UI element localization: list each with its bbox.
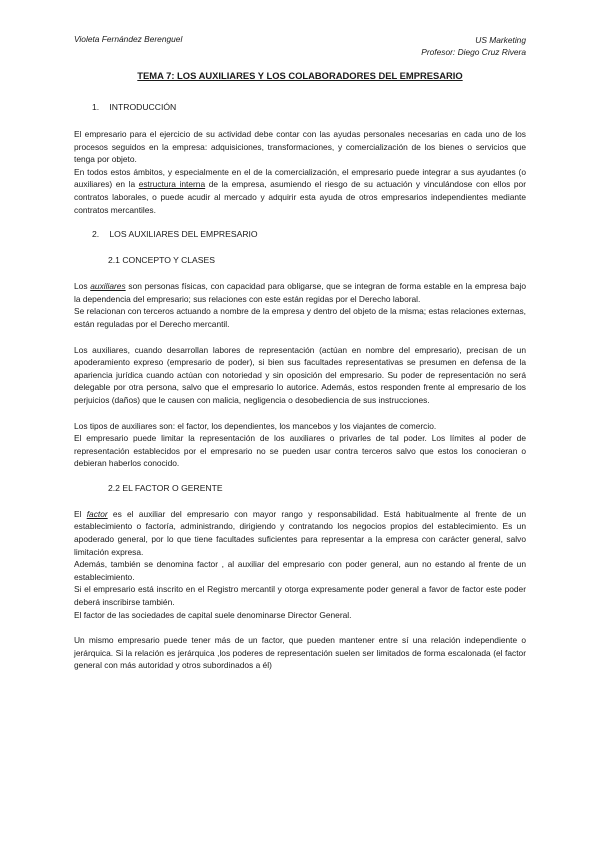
underlined-term: estructura interna — [138, 179, 206, 190]
paragraph: En todos estos ámbitos, y especialmente en el de la comercialización, el empresario puede integrar a sus ayudantes (o auxiliares) en la estructura interna de la empresa, asumiendo el riesgo de su actuación y vinculándose con ellos por contratos laborales, o puede acudir al mercado y adquirir esta ayuda de otros empresarios independientes mediante contratos mercantiles. — [74, 166, 526, 215]
paragraph: El empresario para el ejercicio de su actividad debe contar con las ayudas personales necesarias en cada uno de los procesos seguidos en la empresa: adquisiciones, transformaciones, y comercialización de los bienes o servicios que tenga por objeto. — [74, 129, 526, 165]
section-number: 1. — [92, 102, 100, 112]
subsection-heading-factor: 2.2 EL FACTOR O GERENTE — [108, 482, 223, 493]
paragraph: El factor es el auxiliar del empresario con mayor rango y responsabilidad. Está habitualmente al frente de un establecimiento o factoría, administrando, dirigiendo y contratando los negocios propios del establecimiento. Es un apoderado general, por lo que tiene facultades suficientes para representar a la empresa con carácter general, salvo limitación expresa. — [74, 508, 526, 557]
paragraph: Un mismo empresario puede tener más de un factor, que pueden mantener entre sí una relación independiente o jerárquica. Si la relación es jerárquica ,los poderes de representación suelen ser limitados de forma escalonada (el factor general con más autoridad y otros subordinados a él) — [74, 635, 526, 671]
section-title: LOS AUXILIARES DEL EMPRESARIO — [109, 229, 258, 240]
section-title: INTRODUCCIÓN — [109, 102, 177, 112]
paragraph: Se relacionan con terceros actuando a nombre de la empresa y dentro del objeto de la misma; estas relaciones externas, están reguladas por el Derecho mercantil. — [74, 306, 526, 329]
keyword-factor: factor — [86, 508, 108, 519]
document-body — [74, 70, 526, 672]
paragraph: El empresario puede limitar la representación de los auxiliares o privarles de tal poder. Los límites al poder de representación establecidos por el empresario no se pueden usar contra terceros salvo que estos los conocieran o debieran haberlos conocido. — [74, 433, 526, 469]
keyword-auxiliares: auxiliares — [90, 281, 126, 292]
section-heading-introduccion — [92, 102, 526, 112]
header-professor: Profesor: Diego Cruz Rivera — [421, 47, 526, 57]
header-author: Violeta Fernández Berenguel — [74, 34, 183, 44]
paragraph: Además, también se denomina factor , al auxiliar del empresario con poder general, aun no estando al frente de un establecimiento. — [74, 559, 526, 582]
section-heading-auxiliares — [92, 229, 526, 239]
header-right — [421, 34, 526, 58]
paragraph: Los tipos de auxiliares son: el factor, los dependientes, los mancebos y los viajantes de comercio. — [74, 420, 437, 431]
paragraph: Si el empresario está inscrito en el Registro mercantil y otorga expresamente poder general a favor de factor este poder deberá inscribirse también. — [74, 584, 526, 608]
paragraph: Los auxiliares son personas físicas, con capacidad para obligarse, que se integran de forma estable en la empresa bajo la dependencia del empresario; sus relaciones con este están regidas por el Derecho laboral. — [74, 281, 526, 304]
paragraph: El factor de las sociedades de capital suele denominarse Director General. — [74, 609, 352, 620]
subsection-heading-concepto: 2.1 CONCEPTO Y CLASES — [108, 255, 215, 266]
section-number: 2. — [92, 229, 100, 240]
paragraph: Los auxiliares, cuando desarrollan labores de representación (actúan en nombre del empresario), precisan de un apoderamiento expreso (empresario de poder), si bien sus facultades representativas se presumen en defensa de la apariencia jurídica cuando actúan con notoriedad y sin oposición del empresario. Su poder de representación no será delegable por otra persona, salvo que el empresario lo autorice. Además, estos responden frente al empresario de los perjuicios (daños) que le causen con malicia, negligencia o desobediencia de sus instrucciones. — [74, 344, 526, 405]
header-course: US Marketing — [475, 35, 526, 45]
document-title: TEMA 7: LOS AUXILIARES Y LOS COLABORADORES DEL EMPRESARIO — [137, 70, 463, 81]
